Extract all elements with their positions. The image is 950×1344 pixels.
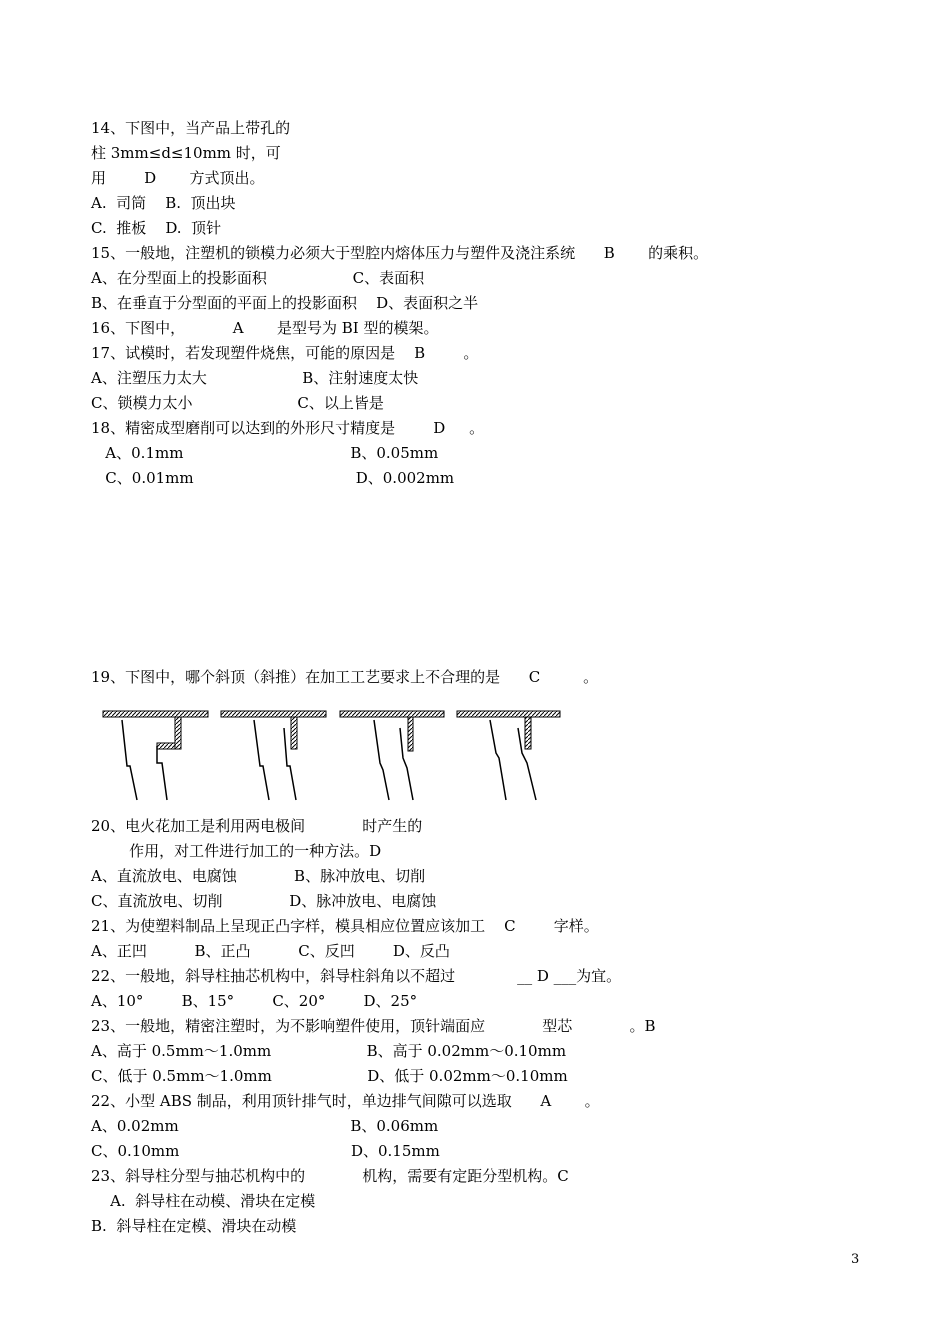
q15-question: 15、一般地，注塑机的锁模力必须大于型腔内熔体压力与塑件及浇注系统 B 的乘积。: [91, 244, 709, 262]
lifter-figure-3: [340, 711, 444, 800]
q23-options-ab: A、高于 0.5mm～1.0mm B、高于 0.02mm～0.10mm: [91, 1042, 567, 1060]
q21-question: 21、为使塑料制品上呈现正凸字样，模具相应位置应该加工 C 字样。: [91, 917, 599, 935]
q14-options-ab: A. 司筒 B. 顶出块: [91, 194, 236, 212]
q22b-options-cd: C、0.10mm D、0.15mm: [91, 1142, 440, 1160]
q18-options-ab: A、0.1mm B、0.05mm: [91, 444, 439, 462]
q19-question: 19、下图中，哪个斜顶（斜推）在加工工艺要求上不合理的是 C 。: [91, 668, 599, 686]
lifter-figure-2: [221, 711, 326, 800]
lifter-diagram: [100, 708, 570, 808]
q23b-option-b: B. 斜导柱在定模、滑块在动模: [91, 1217, 297, 1235]
q15-options-ac: A、在分型面上的投影面积 C、表面积: [91, 269, 425, 287]
page-number: 3: [851, 1252, 860, 1267]
q20-options-cd: C、直流放电、切削 D、脉冲放电、电腐蚀: [91, 892, 437, 910]
q22b-question: 22、小型 ABS 制品，利用顶针排气时，单边排气间隙可以选取 A 。: [91, 1092, 600, 1110]
q20-options-ab: A、直流放电、电腐蚀 B、脉冲放电、切削: [91, 867, 426, 885]
q14-options-cd: C. 推板 D. 顶针: [91, 219, 222, 237]
lifter-figure-1: [103, 711, 208, 800]
q17-options-ab: A、注塑压力太大 B、注射速度太快: [91, 369, 419, 387]
q23b-option-a: A. 斜导柱在动模、滑块在定模: [91, 1192, 316, 1210]
q20-question-2: 作用，对工件进行加工的一种方法。D: [91, 842, 382, 860]
q22b-options-ab: A、0.02mm B、0.06mm: [91, 1117, 439, 1135]
q22-options: A、10° B、15° C、20° D、25°: [91, 992, 418, 1010]
q21-options: A、正凹 B、正凸 C、反凹 D、反凸: [91, 942, 450, 960]
q15-options-bd: B、在垂直于分型面的平面上的投影面积 D、表面积之半: [91, 294, 479, 312]
q18-question: 18、精密成型磨削可以达到的外形尺寸精度是 D 。: [91, 419, 485, 437]
q17-question: 17、试模时，若发现塑件烧焦，可能的原因是 B 。: [91, 344, 479, 362]
lifter-figure-4: [457, 711, 560, 800]
q14-line-3: 用 D 方式顶出。: [91, 169, 265, 187]
q17-options-cc: C、锁模力太小 C、以上皆是: [91, 394, 384, 412]
q16-question: 16、下图中， A 是型号为 BI 型的模架。: [91, 319, 439, 337]
q23b-question: 23、斜导柱分型与抽芯机构中的 机构，需要有定距分型机构。C: [91, 1167, 569, 1185]
q22-question: 22、一般地，斜导柱抽芯机构中，斜导柱斜角以不超过 __ D ___为宜。: [91, 967, 622, 985]
q23-options-cd: C、低于 0.5mm～1.0mm D、低于 0.02mm～0.10mm: [91, 1067, 568, 1085]
q14-line-2: 柱 3mm≤d≤10mm 时，可: [91, 144, 281, 162]
q20-question-1: 20、电火花加工是利用两电极间 时产生的: [91, 817, 423, 835]
q23-question: 23、一般地，精密注塑时，为不影响塑件使用，顶针端面应 型芯 。B: [91, 1017, 656, 1035]
q14-line-1: 14、下图中，当产品上带孔的: [91, 119, 291, 137]
q18-options-cd: C、0.01mm D、0.002mm: [91, 469, 455, 487]
